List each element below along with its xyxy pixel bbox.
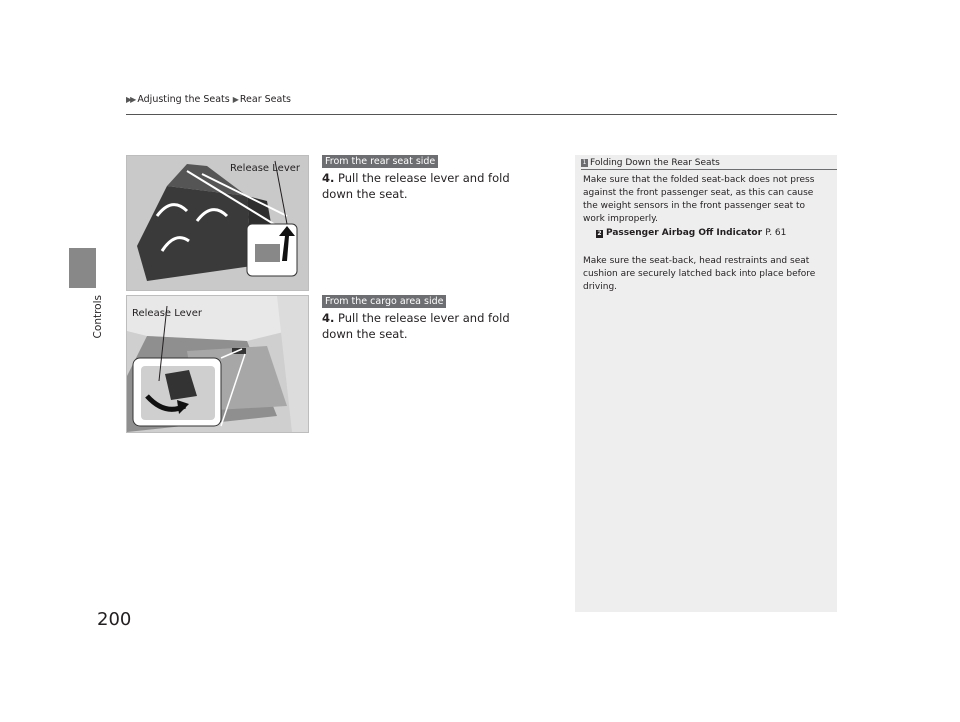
breadcrumb-arrow-icon: ▶▶	[126, 95, 135, 104]
notes-divider	[581, 169, 837, 170]
cross-reference-page: P. 61	[765, 228, 787, 238]
page-number: 200	[97, 609, 132, 630]
release-lever-label: Release Lever	[132, 308, 202, 319]
release-lever-label: Release Lever	[230, 163, 300, 174]
rear-seat-photo	[126, 155, 309, 291]
breadcrumb	[126, 94, 291, 105]
section-tab-marker	[69, 248, 96, 288]
notes-paragraph: Make sure the seat-back, head restraints and seat cushion are securely latched back into place before driving.	[583, 256, 816, 292]
cross-reference-title: Passenger Airbag Off Indicator	[606, 228, 763, 238]
cross-reference-icon: 2	[597, 230, 602, 237]
rear-seat-illustration	[127, 156, 308, 290]
step-text: Pull the release lever and fold down the seat.	[322, 311, 510, 341]
rear-seat-side-tag: From the rear seat side	[322, 155, 438, 168]
section-tab-label: Controls	[92, 295, 104, 339]
step-instruction	[322, 310, 542, 342]
notes-title-text: Folding Down the Rear Seats	[590, 158, 720, 168]
breadcrumb-arrow-icon: ▶	[232, 95, 237, 104]
cargo-area-photo	[126, 295, 309, 433]
cross-reference-link[interactable]	[596, 227, 842, 240]
step-number: 4.	[322, 171, 335, 185]
breadcrumb-item[interactable]: Rear Seats	[239, 94, 291, 105]
step-text: Pull the release lever and fold down the seat.	[322, 171, 510, 201]
step-instruction	[322, 170, 542, 202]
notes-paragraph: Make sure that the folded seat-back does not press against the front passenger seat, as this can cause the weight sensors in the front passenger seat to work improperly.	[583, 175, 815, 224]
note-marker-icon: 1	[582, 159, 587, 166]
breadcrumb-item[interactable]: Adjusting the Seats	[137, 94, 230, 105]
cargo-area-side-tag: From the cargo area side	[322, 295, 446, 308]
step-number: 4.	[322, 311, 335, 325]
notes-title	[581, 158, 720, 168]
header-divider	[126, 114, 837, 115]
